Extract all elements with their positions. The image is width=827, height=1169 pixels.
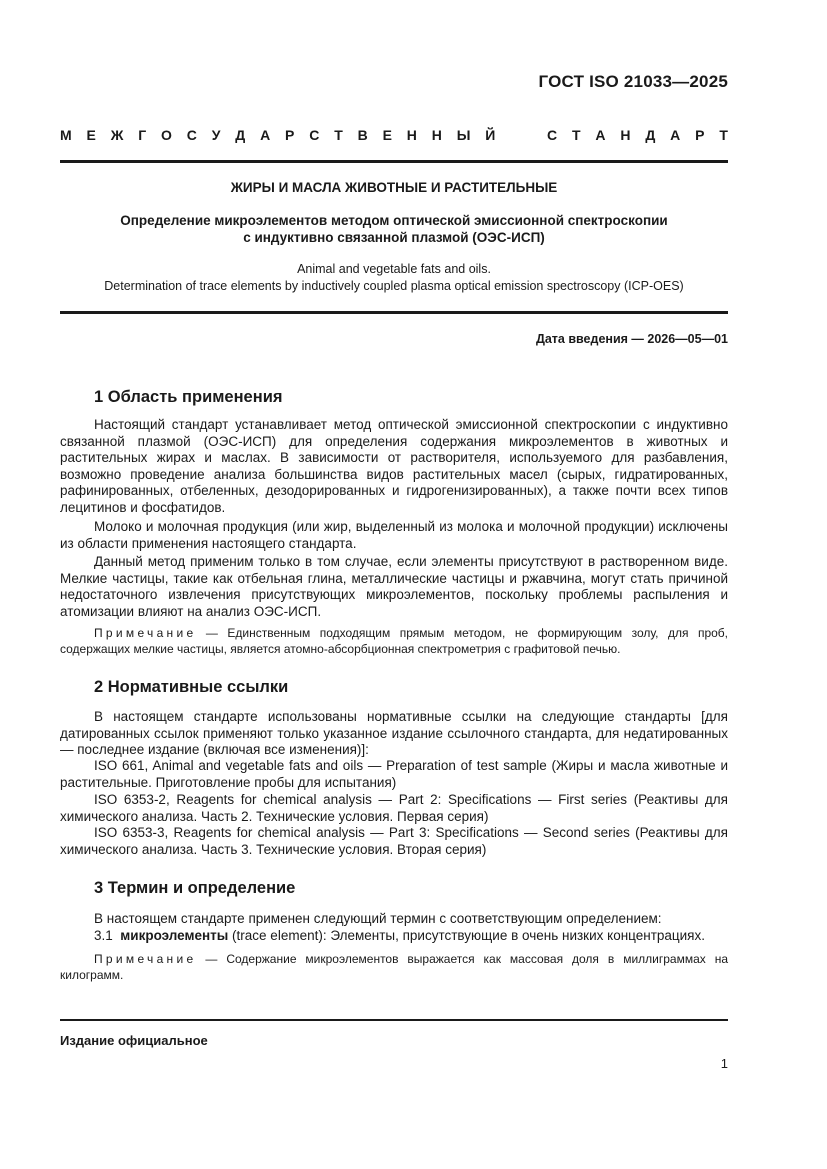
standard-type-letter: С [547, 127, 558, 143]
standard-type-letter: Е [86, 127, 96, 143]
term-number: 3.1 [94, 928, 113, 943]
section-3-paragraph-1: В настоящем стандарте применен следующий термин с соответствующим определением: [94, 911, 662, 926]
section-1-paragraph-2: Молоко и молочная продукция (или жир, выделенный из молока и молочной продукции) исключены из области применения настоящего стандарта. [60, 519, 728, 551]
standard-type-letter: Т [719, 127, 728, 143]
standard-type-letter: Д [645, 127, 656, 143]
standard-type-letter: Р [695, 127, 705, 143]
section-1-paragraph-3: Данный метод применим только в том случае, если элементы присутствуют в растворенном виде. Мелкие частицы, такие как отбельная глина, металлические частицы и ржавчина, могут стать причиной недостаточного извлечения присутствующих микроэлементов, поскольку проблемы распыления и атомизации влияют на анализ ОЭС-ИСП. [60, 554, 728, 619]
footer-divider [60, 1019, 728, 1021]
term-definition-text: (trace element): Элементы, присутствующие в очень низких концентрациях. [228, 928, 705, 943]
standard-type-letter: Н [620, 127, 631, 143]
title-divider [60, 311, 728, 314]
note-label: Примечание [94, 952, 197, 966]
note-text: — Содержание микроэлементов выражается как массовая доля в миллиграммах на килограмм. [60, 952, 728, 982]
title-sub-line-1: Определение микроэлементов методом оптической эмиссионной спектроскопии [120, 213, 668, 228]
standard-type-letter: В [357, 127, 368, 143]
standard-type-letter: А [260, 127, 271, 143]
section-3-note [60, 952, 728, 983]
note-label: Примечание [94, 626, 197, 640]
title-sub-line-2: с индуктивно связанной плазмой (ОЭС-ИСП) [243, 230, 545, 245]
title-main: ЖИРЫ И МАСЛА ЖИВОТНЫЕ И РАСТИТЕЛЬНЫЕ [230, 180, 558, 195]
standard-type-letter: А [595, 127, 606, 143]
reference-item: ISO 6353-3, Reagents for chemical analysis — Part 3: Specifications — Second series (Реактивы для химического анализа. Часть 3. Технические условия. Вторая серия) [60, 825, 728, 857]
section-2-heading: 2 Нормативные ссылки [94, 678, 289, 696]
term-definition [94, 928, 705, 945]
header-divider [60, 160, 728, 163]
document-number: ГОСТ ISO 21033—2025 [538, 72, 728, 91]
standard-type-letter: А [670, 127, 681, 143]
standard-type-letter: Ж [110, 127, 124, 143]
title-english-line-1: Animal and vegetable fats and oils. [297, 262, 491, 276]
section-1-paragraph-1: Настоящий стандарт устанавливает метод оптической эмиссионной спектроскопии с индуктивно связанной плазмой (ОЭС-ИСП) для определения содержания микроэлементов в животных и растительных жирах и маслах. В зависимости от растворителя, используемого для разбавления, возможно проведение анализа большинства видов растительных масел (сырых, гидратированных, рафинированных, отбеленных, дезодорированных и гидрогенизированных), а также почти всех типов лецитинов и фосфатидов. [60, 417, 728, 515]
term-name: микроэлементы [120, 928, 229, 943]
reference-item: ISO 6353-2, Reagents for chemical analysis — Part 2: Specifications — First series (Реактивы для химического анализа. Часть 2. Технические условия. Первая серия) [60, 792, 728, 824]
standard-type-letter: Д [235, 127, 246, 143]
reference-item: ISO 661, Animal and vegetable fats and oils — Preparation of test sample (Жиры и масла животные и растительные. Приготовление пробы для испытания) [60, 758, 728, 790]
standard-type-letter: Е [382, 127, 392, 143]
standard-type-letter: С [186, 127, 197, 143]
standard-type-letter: У [211, 127, 221, 143]
section-1-note [60, 626, 728, 657]
standard-type-letter: С [309, 127, 320, 143]
standard-type-letter: Ы [456, 127, 471, 143]
note-text: — Единственным подходящим прямым методом, не формирующим золу, для проб, содержащих мелкие частицы, является атомно-абсорбционная спектрометрия с графитовой печью. [60, 626, 728, 656]
standard-type-letter: Г [138, 127, 147, 143]
title-sub [60, 212, 728, 246]
introduction-date: Дата введения — 2026—05—01 [535, 332, 728, 346]
title-english-line-2: Determination of trace elements by inductively coupled plasma optical emission spectroscopy (ICP-OES) [104, 278, 684, 293]
section-3-heading: 3 Термин и определение [94, 879, 296, 897]
section-2-paragraph-1: В настоящем стандарте использованы нормативные ссылки на следующие стандарты [для датированных ссылок применяют только указанное издание ссылочного стандарта, для недатированных — последнее издание (включая все изменения)]: [60, 709, 728, 757]
standard-type-letter: М [60, 127, 72, 143]
page-number: 1 [720, 1056, 728, 1071]
title-english [60, 261, 728, 294]
standard-type-line [60, 127, 728, 143]
edition-label: Издание официальное [60, 1033, 208, 1048]
standard-type-letter: Н [431, 127, 442, 143]
standard-type-letter: Т [571, 127, 581, 143]
standard-type-letter: Й [485, 127, 496, 143]
word-gap [510, 127, 532, 143]
standard-type-letter: Т [334, 127, 343, 143]
standard-type-letter: Н [406, 127, 417, 143]
section-1-heading: 1 Область применения [94, 388, 283, 406]
standard-type-letter: Р [285, 127, 295, 143]
standard-type-letter: О [160, 127, 172, 143]
